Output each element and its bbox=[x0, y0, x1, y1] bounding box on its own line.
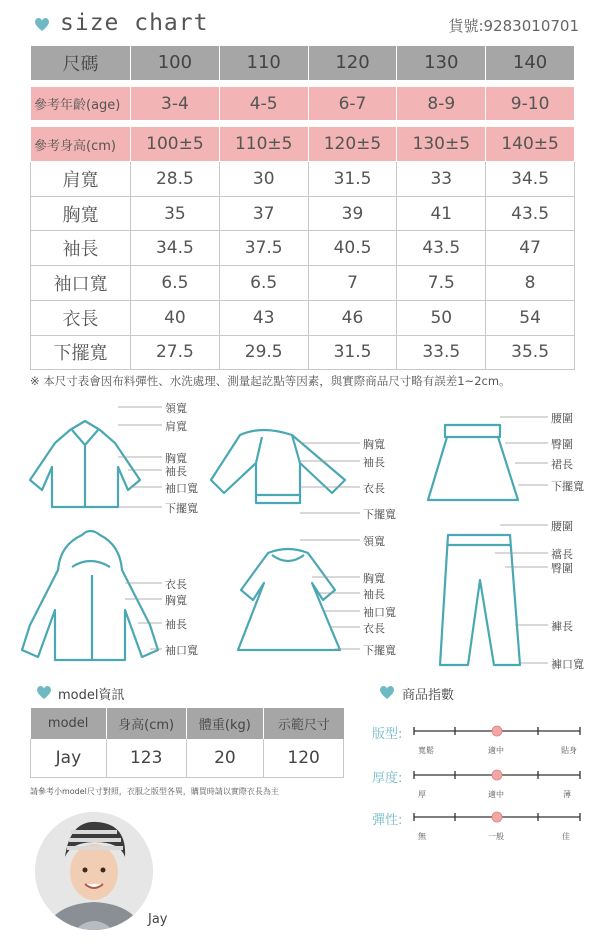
fit-scale-label: 版型: bbox=[372, 727, 403, 742]
table-cell: 28.5 bbox=[131, 162, 220, 197]
table-row bbox=[31, 335, 575, 370]
table-cell: 4-5 bbox=[219, 86, 308, 121]
size-100: 100 bbox=[131, 46, 220, 81]
dress-outline bbox=[238, 549, 340, 650]
diagram-label: 領寬 bbox=[165, 402, 187, 415]
table-cell: 47 bbox=[486, 231, 575, 266]
size-120: 120 bbox=[308, 46, 397, 81]
table-cell: 33.5 bbox=[397, 335, 486, 370]
diagram-label: 領寬 bbox=[363, 535, 385, 548]
fit-scale-bar bbox=[412, 724, 584, 738]
table-cell: 31.5 bbox=[308, 162, 397, 197]
sku-number: 貨號:9283010701 bbox=[448, 17, 579, 35]
row-label: 袖口寬 bbox=[31, 266, 131, 301]
table-cell: 34.5 bbox=[131, 231, 220, 266]
diagram-label: 衣長 bbox=[165, 578, 187, 591]
diagram-label: 襠長 bbox=[551, 548, 573, 561]
pants-outline bbox=[440, 535, 520, 665]
product-index-title: 商品指數 bbox=[402, 688, 455, 703]
measurement-diagrams bbox=[0, 395, 600, 670]
table-cell: 37 bbox=[219, 196, 308, 231]
table-cell: 120±5 bbox=[308, 127, 397, 162]
scale-tick-label: 貼身 bbox=[561, 746, 577, 755]
table-header-cell: 體重(kg) bbox=[186, 708, 264, 739]
diagram-label: 臀圍 bbox=[551, 562, 573, 575]
size-110: 110 bbox=[219, 46, 308, 81]
diagram-label: 袖口寬 bbox=[363, 606, 396, 619]
diagram-label: 袖長 bbox=[165, 618, 187, 631]
scale-tick-label: 厚 bbox=[418, 790, 426, 799]
scale-tick-label: 一般 bbox=[488, 832, 504, 841]
table-cell: 6.5 bbox=[131, 266, 220, 301]
diagram-label: 肩寬 bbox=[165, 420, 187, 433]
table-cell: 6-7 bbox=[308, 86, 397, 121]
row-label: 肩寬 bbox=[31, 162, 131, 197]
table-cell: 3-4 bbox=[131, 86, 220, 121]
row-label: 參考年齡(age) bbox=[31, 86, 131, 121]
row-label: 胸寬 bbox=[31, 196, 131, 231]
diagram-label: 袖長 bbox=[165, 465, 187, 478]
table-row bbox=[31, 300, 575, 335]
diagram-label: 胸寬 bbox=[363, 438, 385, 451]
model-photo bbox=[35, 812, 153, 930]
diagram-label: 衣長 bbox=[363, 622, 385, 635]
garment-illustrations bbox=[0, 395, 600, 670]
table-cell: 43.5 bbox=[486, 196, 575, 231]
table-header-row bbox=[31, 46, 575, 81]
table-cell: 41 bbox=[397, 196, 486, 231]
diagram-label: 褲長 bbox=[551, 620, 573, 633]
model-portrait bbox=[35, 812, 153, 930]
table-row bbox=[31, 231, 575, 266]
diagram-label: 胸寬 bbox=[165, 452, 187, 465]
table-cell: 29.5 bbox=[219, 335, 308, 370]
scale-tick-label: 薄 bbox=[563, 790, 571, 799]
table-header-cell: 示範尺寸 bbox=[264, 708, 344, 739]
table-cell: 39 bbox=[308, 196, 397, 231]
table-cell: 46 bbox=[308, 300, 397, 335]
diagram-label: 下擺寬 bbox=[363, 508, 396, 521]
scale-tick-label: 適中 bbox=[488, 746, 504, 755]
table-cell: 40.5 bbox=[308, 231, 397, 266]
model-note: 請參考小model尺寸對照，衣服之版型各異，購買時請以實際衣長為主 bbox=[30, 787, 279, 796]
heart-icon bbox=[34, 17, 50, 32]
diagram-label: 褲口寬 bbox=[551, 658, 584, 671]
table-header-cell: 身高(cm) bbox=[106, 708, 186, 739]
table-cell: 35 bbox=[131, 196, 220, 231]
raglan-tee-outline bbox=[211, 430, 345, 503]
diagram-label: 袖口寬 bbox=[165, 644, 198, 657]
table-cell: 35.5 bbox=[486, 335, 575, 370]
page-title: size chart bbox=[60, 10, 209, 36]
table-row bbox=[31, 196, 575, 231]
hoodie-outline bbox=[22, 531, 158, 660]
table-cell: 20 bbox=[186, 739, 264, 777]
diagram-label: 臀圍 bbox=[551, 438, 573, 451]
table-cell: 120 bbox=[264, 739, 344, 777]
scale-tick-label: 佳 bbox=[562, 832, 570, 841]
table-cell: 40 bbox=[131, 300, 220, 335]
table-cell: 130±5 bbox=[397, 127, 486, 162]
table-cell: 30 bbox=[219, 162, 308, 197]
table-header-row bbox=[31, 708, 344, 739]
table-header-cell: model bbox=[31, 708, 107, 739]
age-row bbox=[31, 86, 575, 121]
model-info-table bbox=[30, 708, 344, 778]
height-row bbox=[31, 127, 575, 162]
header bbox=[34, 10, 579, 40]
elasticity-level-marker bbox=[492, 812, 502, 822]
table-cell: 43 bbox=[219, 300, 308, 335]
thickness-scale-bar bbox=[412, 768, 584, 782]
elasticity-scale-bar bbox=[412, 810, 584, 824]
table-cell: 110±5 bbox=[219, 127, 308, 162]
diagram-label: 裙長 bbox=[551, 458, 573, 471]
diagram-label: 衣長 bbox=[363, 482, 385, 495]
diagram-label: 袖長 bbox=[363, 456, 385, 469]
scale-tick-label: 適中 bbox=[488, 790, 504, 799]
table-cell: 140±5 bbox=[486, 127, 575, 162]
table-row bbox=[31, 266, 575, 301]
row-label: 下擺寬 bbox=[31, 335, 131, 370]
thickness-scale-label: 厚度: bbox=[372, 771, 403, 786]
row-label: 參考身高(cm) bbox=[31, 127, 131, 162]
table-cell: 7.5 bbox=[397, 266, 486, 301]
row-label: 衣長 bbox=[31, 300, 131, 335]
size-130: 130 bbox=[397, 46, 486, 81]
size-label: 尺碼 bbox=[31, 46, 131, 81]
table-cell: 54 bbox=[486, 300, 575, 335]
table-cell: 123 bbox=[106, 739, 186, 777]
fit-level-marker bbox=[492, 726, 502, 736]
size-chart-table bbox=[30, 45, 575, 370]
table-cell: 9-10 bbox=[486, 86, 575, 121]
size-disclaimer-note: ※ 本尺寸表會因布料彈性、水洗處理、測量起訖點等因素，與實際商品尺寸略有誤差1~2cm。 bbox=[30, 374, 511, 388]
diagram-label: 腰圍 bbox=[551, 520, 573, 533]
diagram-label: 下擺寬 bbox=[165, 502, 198, 515]
table-cell: 8-9 bbox=[397, 86, 486, 121]
table-cell: 50 bbox=[397, 300, 486, 335]
model-section-title: model資訊 bbox=[58, 688, 125, 703]
diagram-label: 下擺寬 bbox=[551, 480, 584, 493]
table-cell: 34.5 bbox=[486, 162, 575, 197]
heart-icon bbox=[36, 685, 52, 700]
diagram-label: 袖長 bbox=[363, 588, 385, 601]
table-cell: 27.5 bbox=[131, 335, 220, 370]
table-cell: 8 bbox=[486, 266, 575, 301]
diagram-label: 下擺寬 bbox=[363, 644, 396, 657]
table-cell: 33 bbox=[397, 162, 486, 197]
table-row bbox=[31, 739, 344, 777]
diagram-label: 袖口寬 bbox=[165, 482, 198, 495]
scale-tick-label: 寬鬆 bbox=[418, 746, 434, 755]
scale-tick-label: 無 bbox=[418, 832, 426, 841]
table-cell: Jay bbox=[31, 739, 107, 777]
table-cell: 100±5 bbox=[131, 127, 220, 162]
diagram-label: 胸寬 bbox=[363, 572, 385, 585]
elasticity-scale-label: 彈性: bbox=[372, 813, 403, 828]
thickness-level-marker bbox=[492, 770, 502, 780]
size-140: 140 bbox=[486, 46, 575, 81]
table-row bbox=[31, 162, 575, 197]
model-name: Jay bbox=[148, 912, 168, 927]
table-cell: 43.5 bbox=[397, 231, 486, 266]
row-label: 袖長 bbox=[31, 231, 131, 266]
table-cell: 31.5 bbox=[308, 335, 397, 370]
table-cell: 7 bbox=[308, 266, 397, 301]
diagram-label: 胸寬 bbox=[165, 594, 187, 607]
heart-icon bbox=[379, 685, 395, 700]
table-cell: 6.5 bbox=[219, 266, 308, 301]
diagram-label: 腰圍 bbox=[551, 412, 573, 425]
table-cell: 37.5 bbox=[219, 231, 308, 266]
skirt-outline bbox=[428, 425, 518, 500]
